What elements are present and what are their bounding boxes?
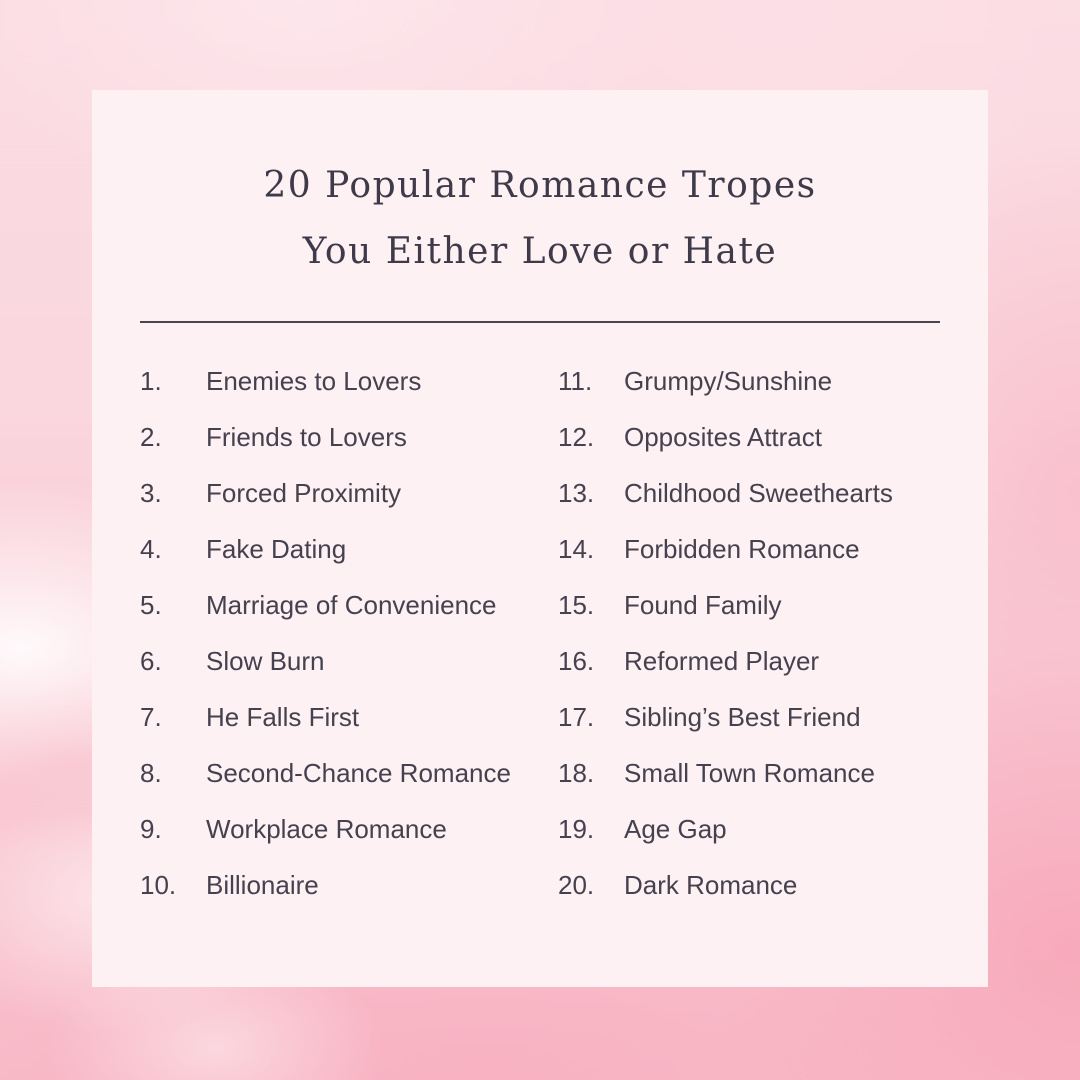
list-item — [558, 521, 940, 577]
list-item-label: Childhood Sweethearts — [624, 477, 893, 508]
list-item-number: 7. — [140, 701, 162, 732]
page-title-line-2: You Either Love or Hate — [302, 231, 778, 272]
list-item — [140, 745, 558, 801]
list-item-label: Reformed Player — [624, 645, 820, 676]
content-card — [92, 90, 988, 987]
list-item-number: 4. — [140, 533, 162, 564]
list-item-label: Fake Dating — [206, 533, 347, 564]
list-item-number: 17. — [558, 701, 595, 732]
list-item-label: Billionaire — [206, 869, 319, 900]
list-item-label: Forced Proximity — [206, 477, 402, 508]
tropes-list — [92, 353, 988, 913]
list-item — [140, 465, 558, 521]
list-item-number: 9. — [140, 813, 162, 844]
list-item-number: 12. — [558, 421, 595, 452]
list-item-number: 5. — [140, 589, 162, 620]
list-item — [558, 801, 940, 857]
list-item — [558, 353, 940, 409]
page-title — [92, 153, 988, 285]
list-item — [558, 465, 940, 521]
list-item-number: 19. — [558, 813, 595, 844]
divider-line — [140, 321, 940, 323]
list-item — [558, 745, 940, 801]
tropes-list-right-column — [558, 353, 940, 913]
list-item-number: 15. — [558, 589, 595, 620]
list-item-number: 13. — [558, 477, 595, 508]
list-item — [140, 577, 558, 633]
list-item-number: 18. — [558, 757, 595, 788]
list-item — [140, 689, 558, 745]
list-item-label: Forbidden Romance — [624, 533, 860, 564]
list-item-label: Friends to Lovers — [206, 421, 407, 452]
list-item-label: Sibling’s Best Friend — [624, 701, 861, 732]
list-item-number: 14. — [558, 533, 595, 564]
list-item-number: 6. — [140, 645, 162, 676]
tropes-list-left-column — [140, 353, 558, 913]
list-item-label: Enemies to Lovers — [206, 365, 422, 396]
list-item-label: Grumpy/Sunshine — [624, 365, 833, 396]
list-item-label: Opposites Attract — [624, 421, 822, 452]
list-item-number: 16. — [558, 645, 595, 676]
list-item-number: 10. — [140, 869, 177, 900]
list-item-label: Age Gap — [624, 813, 727, 844]
list-item-label: Workplace Romance — [206, 813, 447, 844]
list-item — [140, 409, 558, 465]
list-item — [140, 521, 558, 577]
list-item-label: Dark Romance — [624, 869, 798, 900]
page-title-line-1: 20 Popular Romance Tropes — [263, 165, 817, 206]
list-item — [558, 857, 940, 913]
list-item-label: Slow Burn — [206, 645, 325, 676]
list-item — [558, 577, 940, 633]
list-item-number: 8. — [140, 757, 162, 788]
list-item-label: Marriage of Convenience — [206, 589, 497, 620]
list-item-label: Small Town Romance — [624, 757, 875, 788]
list-item — [558, 633, 940, 689]
list-item-number: 3. — [140, 477, 162, 508]
list-item — [140, 801, 558, 857]
list-item-label: Found Family — [624, 589, 782, 620]
list-item-label: Second-Chance Romance — [206, 757, 511, 788]
list-item-number: 2. — [140, 421, 162, 452]
list-item-number: 11. — [558, 365, 593, 396]
list-item — [558, 409, 940, 465]
list-item-number: 20. — [558, 869, 595, 900]
list-item — [140, 353, 558, 409]
list-item-label: He Falls First — [206, 701, 360, 732]
list-item-number: 1. — [140, 365, 162, 396]
list-item — [558, 689, 940, 745]
list-item — [140, 633, 558, 689]
list-item — [140, 857, 558, 913]
